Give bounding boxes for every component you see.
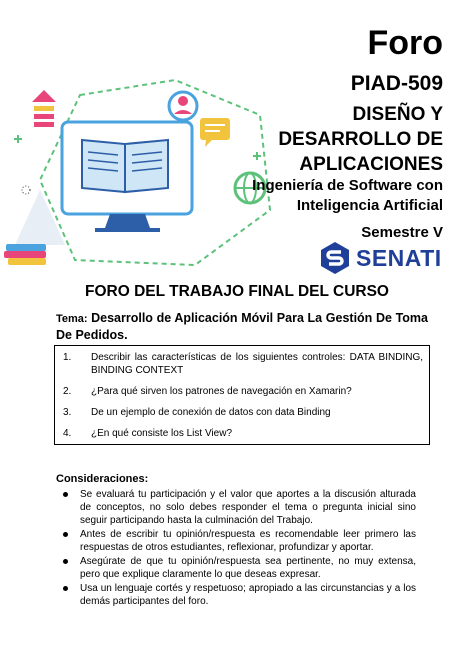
topic-text: Desarrollo de Aplicación Móvil Para La Gestión De Toma De Pedidos. bbox=[56, 311, 428, 342]
question-number: 4. bbox=[63, 428, 72, 439]
consideration-item bbox=[56, 528, 416, 554]
consideration-item bbox=[56, 488, 416, 527]
questions-box bbox=[54, 345, 430, 445]
course-code: PIAD-509 bbox=[350, 72, 443, 95]
course-name bbox=[278, 102, 443, 177]
semester: Semestre V bbox=[361, 224, 443, 241]
topic bbox=[56, 310, 428, 343]
question-item bbox=[63, 385, 423, 398]
bullet-icon bbox=[63, 559, 68, 564]
senati-logo-icon bbox=[318, 241, 352, 275]
consideration-text: Usa un lenguaje cortés y respetuoso; apropiado a las circunstancias y a los demás participantes del foro. bbox=[80, 583, 416, 607]
career-name-line: Ingeniería de Software con bbox=[252, 177, 443, 194]
career-name-line: Inteligencia Artificial bbox=[296, 197, 443, 214]
considerations-list bbox=[56, 488, 416, 608]
consideration-text: Asegúrate de que tu opinión/respuesta sea pertinente, no muy extensa, pero que explique claramente lo que deseas expresar. bbox=[80, 556, 416, 580]
question-text: ¿Para qué sirven los patrones de navegación en Xamarin? bbox=[91, 386, 352, 397]
monitor-stand bbox=[105, 214, 150, 228]
consideration-text: Antes de escribir tu opinión/respuesta es recomendable leer primero las respuestas de otros estudiantes, reflexionar, profundizar y aportar. bbox=[80, 529, 416, 553]
document-type: Foro bbox=[367, 24, 443, 62]
section-title: FORO DEL TRABAJO FINAL DEL CURSO bbox=[85, 283, 389, 300]
bullet-icon bbox=[63, 492, 68, 497]
question-text: De un ejemplo de conexión de datos con data Binding bbox=[91, 407, 331, 418]
upload-icon bbox=[32, 90, 56, 127]
question-number: 1. bbox=[63, 352, 72, 363]
question-number: 2. bbox=[63, 386, 72, 397]
senati-logo bbox=[318, 240, 446, 276]
bullet-icon bbox=[63, 532, 68, 537]
illustration bbox=[0, 70, 290, 275]
topic-label: Tema: bbox=[56, 313, 88, 325]
bullet-icon bbox=[63, 586, 68, 591]
question-item bbox=[63, 406, 423, 419]
dot-ring-icon bbox=[22, 186, 30, 194]
consideration-item bbox=[56, 582, 416, 608]
question-item bbox=[63, 427, 423, 440]
user-profile-icon bbox=[169, 92, 197, 120]
question-number: 3. bbox=[63, 407, 72, 418]
career-name bbox=[252, 176, 443, 216]
senati-logo-text: SENATI bbox=[356, 244, 442, 271]
consideration-text: Se evaluará tu participación y el valor que aportes a la discusión alturada de conceptos, no solo debes responder el tema o pregunta inicial sino seguir participando hasta la culminación del Trabajo. bbox=[80, 489, 416, 526]
books-stack-icon bbox=[4, 244, 46, 265]
considerations-title: Consideraciones: bbox=[56, 473, 149, 485]
stand-shape bbox=[15, 190, 65, 245]
question-item bbox=[63, 351, 423, 377]
considerations bbox=[56, 473, 416, 609]
course-name-line: DESARROLLO DE bbox=[278, 129, 443, 150]
question-text: Describir las características de los siguientes controles: DATA BINDING, BINDING CONTEXT bbox=[91, 352, 423, 376]
question-text: ¿En qué consiste los List View? bbox=[91, 428, 233, 439]
book-icon bbox=[82, 140, 168, 192]
course-name-line: APLICACIONES bbox=[299, 154, 443, 175]
course-name-line: DISEÑO Y bbox=[352, 104, 443, 125]
consideration-item bbox=[56, 555, 416, 581]
chat-bubble-icon bbox=[200, 118, 230, 147]
